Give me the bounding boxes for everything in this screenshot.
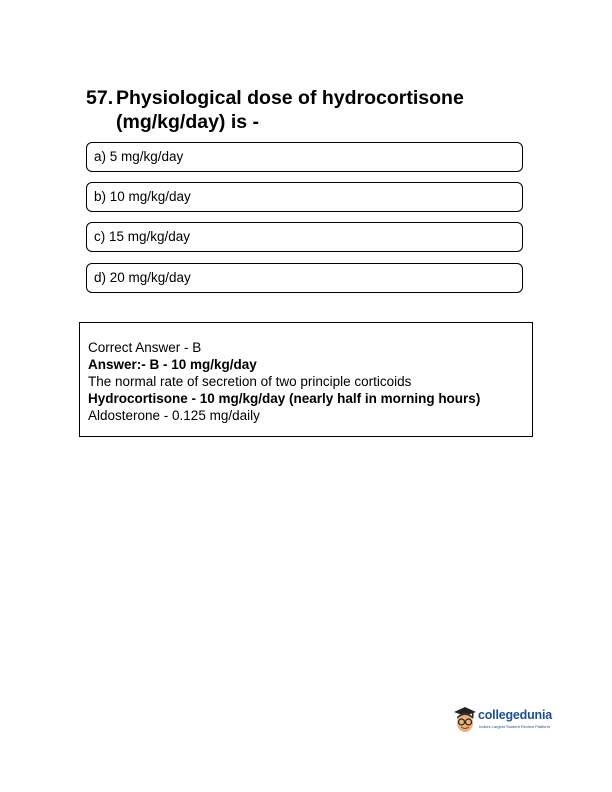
- aldosterone-line: Aldosterone - 0.125 mg/daily: [88, 408, 260, 423]
- option-d[interactable]: d) 20 mg/kg/day: [86, 263, 523, 293]
- answer-box: [79, 322, 533, 437]
- correct-answer-line: Correct Answer - B: [88, 340, 202, 355]
- collegedunia-logo: [452, 703, 562, 737]
- option-b[interactable]: b) 10 mg/kg/day: [86, 182, 523, 212]
- option-a[interactable]: a) 5 mg/kg/day: [86, 142, 523, 172]
- logo-brand: collegedunia: [478, 708, 553, 722]
- answer-line: Answer:- B - 10 mg/kg/day: [88, 357, 257, 372]
- explanation-line: The normal rate of secretion of two principle corticoids: [88, 374, 412, 389]
- question-text: Physiological dose of hydrocortisone (mg/kg/day) is -: [116, 87, 464, 133]
- question-number: 57.: [86, 87, 114, 109]
- hydrocortisone-line: Hydrocortisone - 10 mg/kg/day (nearly half in morning hours): [88, 391, 481, 406]
- mascot-icon: [452, 705, 478, 735]
- logo-tagline: India's Largest Student Review Platform: [479, 724, 551, 729]
- option-c[interactable]: c) 15 mg/kg/day: [86, 222, 523, 252]
